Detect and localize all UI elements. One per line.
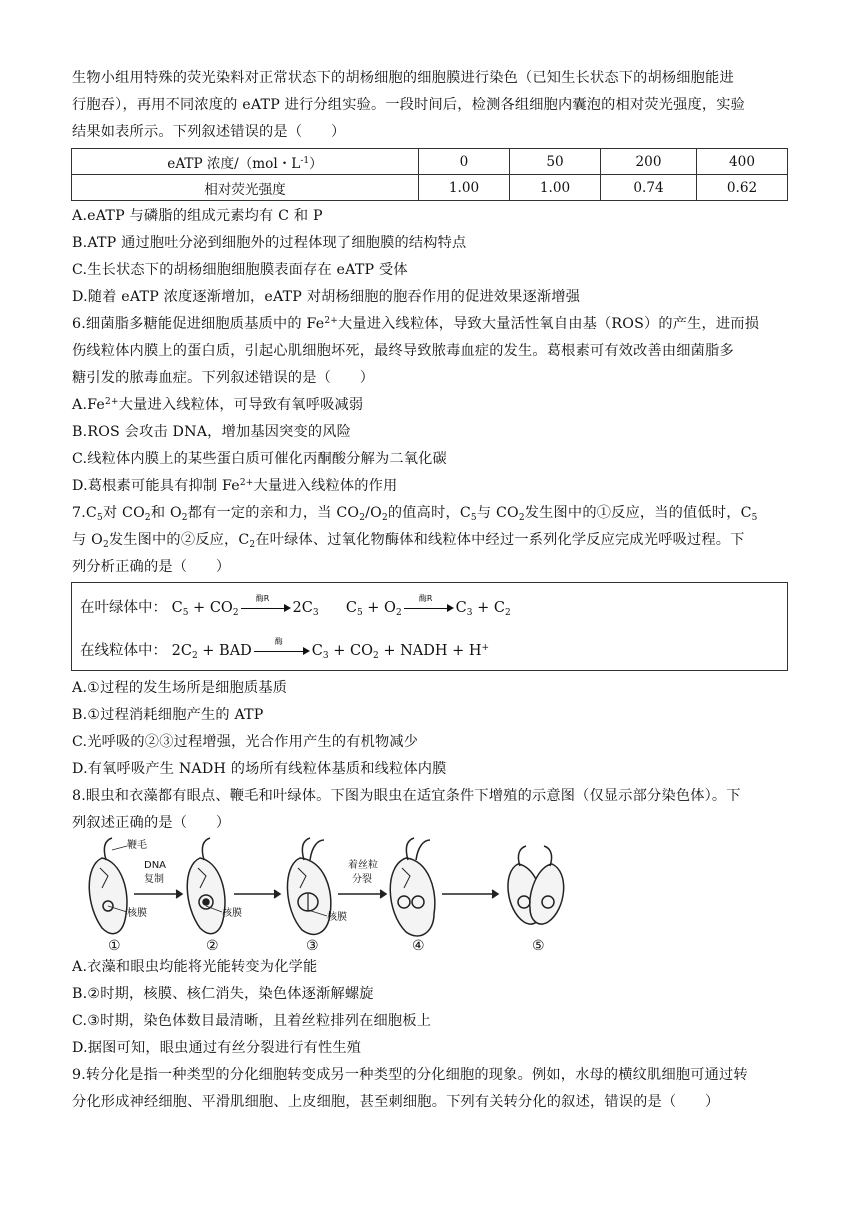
q8-option-c: C.③时期，染色体数目最清晰，且着丝粒排列在细胞板上 [72,1013,432,1029]
label-dna: DNA [144,860,167,871]
q7-sub: 2 [249,540,256,550]
q7-sub: 2 [518,513,525,523]
q8-stem-line-2: 列叙述正确的是（ ） [72,815,231,831]
enzyme-arrow [241,594,291,613]
q7-text: 7.C [72,505,97,521]
stage-4: ④ [412,938,425,952]
eq-formula: $C_5 + CO_2$ [171,600,239,618]
q7-text: 和 O [150,505,182,521]
label-membrane: 核膜 [327,912,347,923]
q7-text: /O [365,505,382,521]
q7-text: 发生图中的①反应，当的值低时，C [524,505,752,521]
q6-sup: 2+ [239,478,254,488]
conc-label-close: ） [309,155,323,172]
eq-formula: $2C_3$ [292,600,319,618]
q6-stem-line-3: 糖引发的脓毒血症。下列叙述错误的是（ ） [72,370,375,386]
q5-option-a: A.eATP 与磷脂的组成元素均有 C 和 P [72,208,323,224]
eq-formula: $C_3 + C_2$ [455,600,511,618]
q7-option-b: B.①过程消耗细胞产生的 ATP [72,707,264,723]
eatp-table [71,148,788,201]
enzyme-arrow [404,594,454,613]
eq-formula: $C_5 + O_2$ [345,600,402,618]
stage-5: ⑤ [532,938,545,952]
q9-stem-line-2: 分化形成神经细胞、平滑肌细胞、上皮细胞，甚至刺细胞。下列有关转分化的叙述，错误的是（ ） [72,1094,720,1110]
q8-option-d: D.据图可知，眼虫通过有丝分裂进行有性生殖 [72,1040,362,1056]
table-cell: 50 [510,149,601,175]
table-cell: 0.74 [601,175,697,201]
label-split: 分裂 [352,874,372,885]
q6-option-a [72,395,788,415]
q6-text: 大量进入线粒体，导致大量活性氧自由基（ROS）的产生，进而损 [338,316,760,332]
q7-sub: 2 [381,513,388,523]
q7-sub: 2 [181,513,188,523]
q7-sub: 2 [359,513,366,523]
label-flagellum: 鞭毛 [127,840,147,851]
eq-prefix: 在线粒体中： [80,643,167,659]
enzyme-label: 酶R [255,594,270,603]
q6-text: 6.细菌脂多糖能促进细胞质基质中的 Fe [72,316,325,332]
q6-sup: 2+ [324,316,338,326]
q7-sub: 5 [97,513,103,523]
table-cell: 1.00 [419,175,510,201]
q7-sub: 2 [144,513,151,523]
q6-option-b: B.ROS 会攻击 DNA，增加基因突变的风险 [72,424,352,440]
q6-sup: 2+ [105,397,119,407]
q7-option-d: D.有氧呼吸产生 NADH 的场所有线粒体基质和线粒体内膜 [72,761,447,777]
q7-text: 在叶绿体、过氧化物酶体和线粒体中经过一系列化学反应完成光呼吸过程。下 [255,532,745,548]
q5-stem-line-3: 结果如表所示。下列叙述错误的是（ ） [72,124,346,140]
stage-2: ② [206,938,219,952]
q7-text: 与 CO [476,505,519,521]
label-membrane: 核膜 [222,908,242,919]
q7-option-a: A.①过程的发生场所是细胞质基质 [72,680,288,696]
q6-text: D.葛根素可能具有抑制 Fe [72,478,240,494]
label-membrane: 核膜 [127,908,147,919]
q6-stem-line-1 [72,314,788,334]
q6-text: A.Fe [72,397,106,413]
table-header-cell [72,149,419,175]
q6-option-c: C.线粒体内膜上的某些蛋白质可催化丙酮酸分解为二氧化碳 [72,451,447,467]
q6-text: 大量进入线粒体，可导致有氧呼吸减弱 [118,397,364,413]
q9-stem-line-1: 9.转分化是指一种类型的分化细胞转变成另一种类型的分化细胞的现象。例如，水母的横纹肌细胞可通过转 [72,1067,748,1083]
q7-text: 与 O [72,532,103,548]
q8-stem-line-1: 8.眼虫和衣藻都有眼点、鞭毛和叶绿体。下图为眼虫在适宜条件下增殖的示意图（仅显示部分染色体）。下 [72,788,741,804]
q5-option-b: B.ATP 通过胞吐分泌到细胞外的过程体现了细胞膜的结构特点 [72,235,467,251]
eq-prefix: 在叶绿体中： [80,600,167,616]
enzyme-arrow [254,637,310,656]
table-row [72,175,788,201]
q5-option-d: D.随着 eATP 浓度逐渐增加，eATP 对胡杨细胞的胞吞作用的促进效果逐渐增强 [72,289,581,305]
stage-3: ③ [306,938,319,952]
enzyme-label: 酶R [418,594,433,603]
q7-sub: 5 [751,513,758,523]
equation-box [71,582,788,671]
q7-stem-line-2 [72,530,788,550]
q7-stem-line-1 [72,503,788,523]
q8-option-a: A.衣藻和眼虫均能将光能转变为化学能 [72,959,318,975]
mitochondria-equation [80,639,489,660]
conc-unit-sup: -1 [300,155,310,166]
q7-text: 的值高时，C [387,505,471,521]
q8-option-b: B.②时期，核膜、核仁消失，染色体逐渐解螺旋 [72,986,374,1002]
q7-option-c: C.光呼吸的②③过程增强，光合作用产生的有机物减少 [72,734,419,750]
euglena-division-figure [72,836,592,952]
eq-formula: $2C_2$ + BAD [171,643,252,661]
q5-stem-line-2: 行胞吞），再用不同浓度的 eATP 进行分组实验。一段时间后，检测各组细胞内囊泡的相对荧光强度，实验 [72,97,746,113]
label-centromere: 着丝粒 [348,860,378,871]
stage-1: ① [108,938,121,952]
q5-stem-line-1: 生物小组用特殊的荧光染料对正常状态下的胡杨细胞的细胞膜进行染色（已知生长状态下的胡杨细胞能进 [72,70,734,86]
q7-stem-line-3: 列分析正确的是（ ） [72,559,231,575]
q7-text: 都有一定的亲和力，当 CO [187,505,360,521]
table-row [72,149,788,175]
table-cell: 200 [601,149,697,175]
table-cell: 1.00 [510,175,601,201]
q6-stem-line-2: 伤线粒体内膜上的蛋白质，引起心肌细胞坏死，最终导致脓毒血症的发生。葛根素可有效改善由细菌脂多 [72,343,734,359]
table-header-cell: 相对荧光强度 [72,175,419,201]
chloroplast-equations [80,596,511,617]
table-cell: 0 [419,149,510,175]
table-cell: 400 [697,149,788,175]
q7-text: 对 CO [102,505,145,521]
q6-option-d [72,476,788,496]
q7-sub: 5 [470,513,477,523]
q6-text: 大量进入线粒体的作用 [253,478,398,494]
enzyme-label: 酶 [274,637,283,646]
label-replication: 复制 [144,874,164,885]
q7-text: 发生图中的②反应，C [108,532,250,548]
conc-label: eATP 浓度/（mol・L [167,155,301,172]
q7-sub: 2 [102,540,109,550]
table-cell: 0.62 [697,175,788,201]
q5-option-c: C.生长状态下的胡杨细胞细胞膜表面存在 eATP 受体 [72,262,408,278]
eq-formula: $C_3 + CO_2$ + NADH + H+ [311,643,490,661]
